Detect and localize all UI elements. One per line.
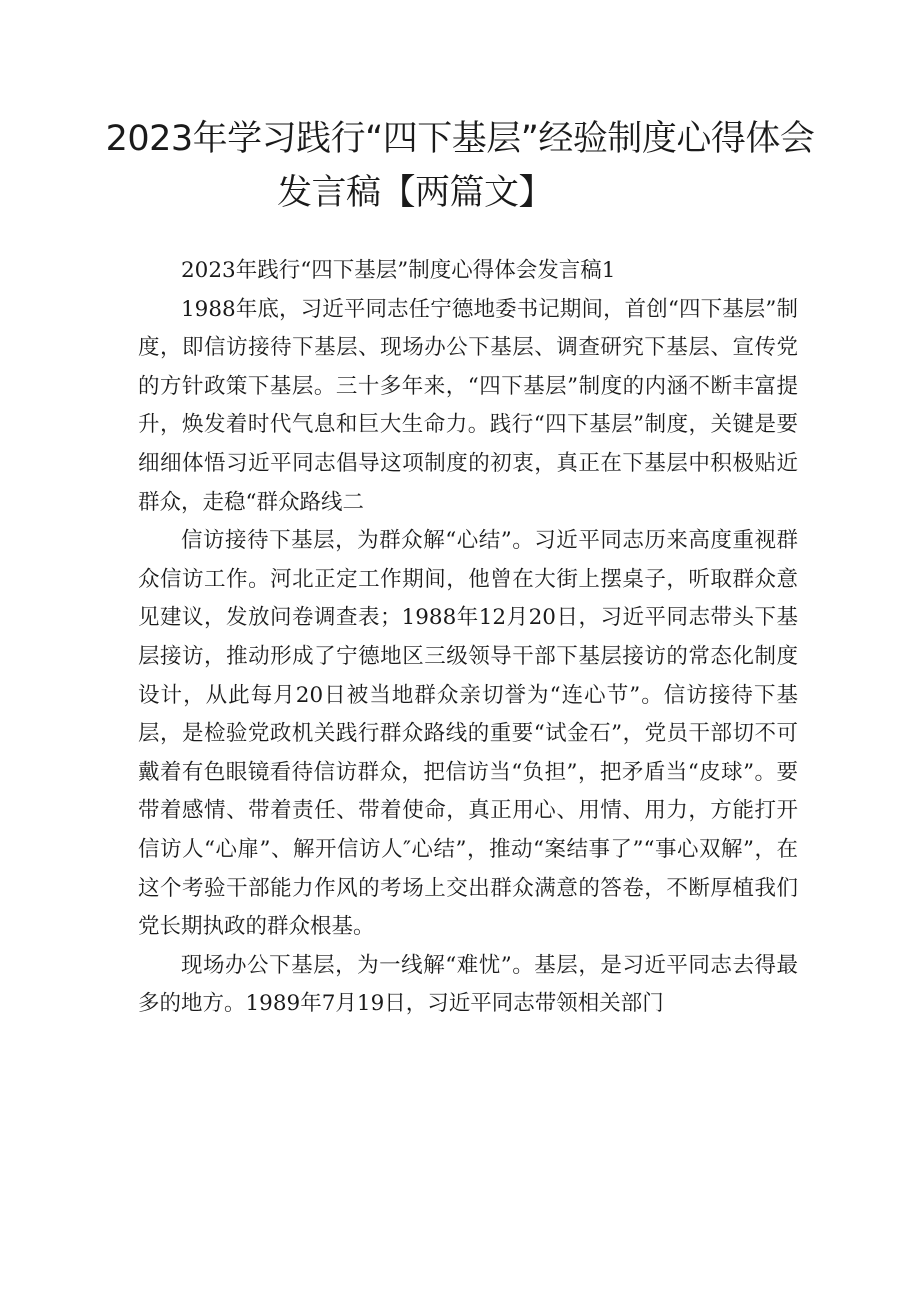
title-line-2: 发言稿【两篇文】 [276,173,553,213]
document-body [138,252,798,1024]
paragraph-1: 1988年底，习近平同志任宁德地委书记期间，首创“四下基层”制度，即信访接待下基层、现场办公下基层、调查研究下基层、宣传党的方针政策下基层。三十多年来，“四下基层”制度的内涵不断丰富提升，焕发着时代气息和巨大生命力。践行“四下基层”制度，关键是要细细体悟习近平同志倡导这项制度的初衷，真正在下基层中积极贴近群众，走稳“群众路线二 [138,296,798,515]
paragraph-2: 信访接待下基层，为群众解“心结”。习近平同志历来高度重视群众信访工作。河北正定工作期间，他曾在大街上摆桌子，听取群众意见建议，发放问卷调查表；1988年12月20日，习近平同志带头下基层接访，推动形成了宁德地区三级领导干部下基层接访的常态化制度设计，从此每月20日被当地群众亲切誉为“连心节”。信访接待下基层，是检验党政机关践行群众路线的重要“试金石”，党员干部切不可戴着有色眼镜看待信访群众，把信访当“负担”，把矛盾当“皮球”。要带着感情、带着责任、带着使命，真正用心、用情、用力，方能打开信访人“心扉”、解开信访人″心结”，推动“案结事了”“事心双解”，在这个考验干部能力作风的考场上交出群众满意的答卷，不断厚植我们党长期执政的群众根基。 [138,528,798,940]
document-title [100,112,820,220]
title-line-1: 2023年学习践行“四下基层”经验制度心得体会 [105,119,815,159]
section-subtitle: 2023年践行“四下基层”制度心得体会发言稿1 [181,258,616,283]
paragraph-3: 现场办公下基层，为一线解“难忧”。基层，是习近平同志去得最多的地方。1989年7月19日，习近平同志带领相关部门 [138,952,798,1017]
